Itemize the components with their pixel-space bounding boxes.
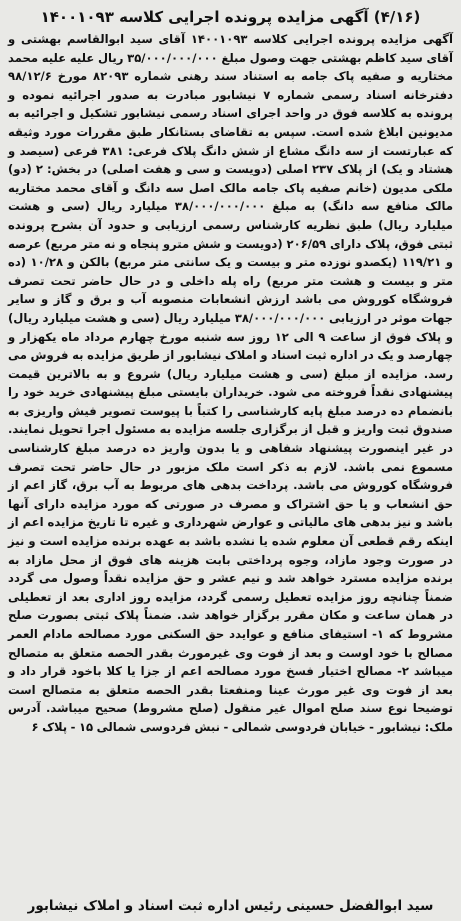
notice-headline: (۴/۱۶) آگهی مزایده پرونده اجرایی کلاسه ۱۴۰۰۱۰۹۳ <box>40 8 421 26</box>
notice-signature: سید ابوالفضل حسینی رئیس اداره ثبت اسناد و املاک نیشابور <box>27 898 434 914</box>
notice-body: آگهی مزایده پرونده اجرایی کلاسه ۱۴۰۰۱۰۹۳ آقای سید ابوالقاسم بهشتی و آقای سید کاظم بهشتی جهت وصول مبلغ ۳۵/۰۰۰/۰۰۰/۰۰۰ ریال علیه علیه محمد مختاریه و صفیه پاک جامه به استناد سند رهنی شماره ۸۲۰۹۳ مورخ ۹۸/۱۲/۶ دفترخانه اسناد رسمی شماره ۷ نیشابور مبادرت به صدور اجرائیه نموده و پرونده به کلاسه فوق در واحد اجرای اسناد رسمی نیشابور تشکیل و اجرائیه به مدیونین ابلاغ شده است. سپس به تقاضای بستانکار طبق مقررات مورد وثیقه که عبارتست از سه دانگ مشاع از شش دانگ پلاک فرعی: ۳۸۱ فرعی (سیصد و هشتاد و یک) از پلاک ۲۳۷ اصلی (دویست و سی و هفت اصلی) در بخش: ۲ (دو) ملکی مدیون (خانم صفیه پاک جامه مالک اصل سه دانگ و آقای محمد مختاریه مالک منافع سه دانگ) به مبلغ ۳۸/۰۰۰/۰۰۰/۰۰۰ میلیارد ریال (سی و هشت میلیارد ریال) طبق نظریه کارشناس رسمی ارزیابی و حدود آن بشرح پرونده ثبتی فوق، پلاک دارای ۲۰۶/۵۹ (دویست و شش مترو پنجاه و نه متر مربع) عرصه و ۱۱۹/۲۱ (یکصدو نوزده متر و بیست و یک سانتی متر مربع) بالکن و ۱۰/۲۸ (ده متر و بیست و هشت متر مربع) راه پله داخلی و در حال حاضر تحت تصرف فروشگاه کوروش می باشد ارزش انشعابات منصوبه آب و برق و گاز و سایر جهات موثر در ارزیابی ۳۸/۰۰۰/۰۰۰/۰۰۰ میلیارد ریال (سی و هشت میلیارد ریال) و پلاک فوق از ساعت ۹ الی ۱۲ روز سه شنبه مورخ چهارم مرداد ماه یکهزار و چهارصد و یک در اداره ثبت اسناد و املاک نیشابور از طریق مزایده به فروش می رسد. مزایده از مبلغ (سی و هشت میلیارد ریال) شروع و به بالاترین قیمت پیشنهادی نقداً فروخته می شود. خریداران بایستی مبلغ پیشنهادی خرید خود را بانضمام ده درصد مبلغ پایه کارشناسی را کتباً با پیوست تصویر فیش واریزی به صندوق ثبت واریز و قبل از برگزاری جلسه مزایده به مسئول اجرا تحویل نمایند. در غیر اینصورت پیشنهاد شفاهی و یا بدون واریز ده درصد مبلغ کارشناسی مسموع نمی باشد. لازم به ذکر است ملک مزبور در حال حاضر تحت تصرف فروشگاه کوروش می باشد. پرداخت بدهی های مربوط به آب برق، گاز اعم از حق انشعاب و یا حق اشتراک و مصرف در صورتی که مورد مزایده دارای آنها باشد و نیز بدهی های مالیاتی و عوارض شهرداری و غیره تا تاریخ مزایده اعم از اینکه رقم قطعی آن معلوم شده یا نشده باشد به عهده برنده مزایده است و نیز در صورت وجود مازاد، وجوه پرداختی بابت هزینه های فوق از محل مازاد به برنده مزایده مسترد خواهد شد و نیم عشر و حق مزایده نقداً وصول می گردد ضمناً چنانچه روز مزایده تعطیل رسمی گردد، مزایده روز اداری بعد از تعطیلی در همان ساعت و مکان مقرر برگزار خواهد شد. ضمناً پلاک ثبتی بصورت صلح مشروط که ۱- استیفای منافع و عوایدد حق السکنی مورد مصالحه مادام العمر مصالح با خود اوست و بعد از فوت وی غیرمورث بقدر الحصه متعلق به متصالح میباشد ۲- مصالح اختیار فسخ مورد مصالحه اعم از جزا یا کلا باخود قرار داد و بعد از فوت وی غیر مورث عینا ومنفعتا بقدر الحصه متعلق به متصالح است توضیحا نوع سند صلح اموال غیر منقول (صلح مشروط) صحیح میباشد. آدرس ملک: نیشابور - خیابان فردوسی شمالی - نبش فردوسی شمالی ۱۵ - پلاک ۶ <box>8 32 454 734</box>
